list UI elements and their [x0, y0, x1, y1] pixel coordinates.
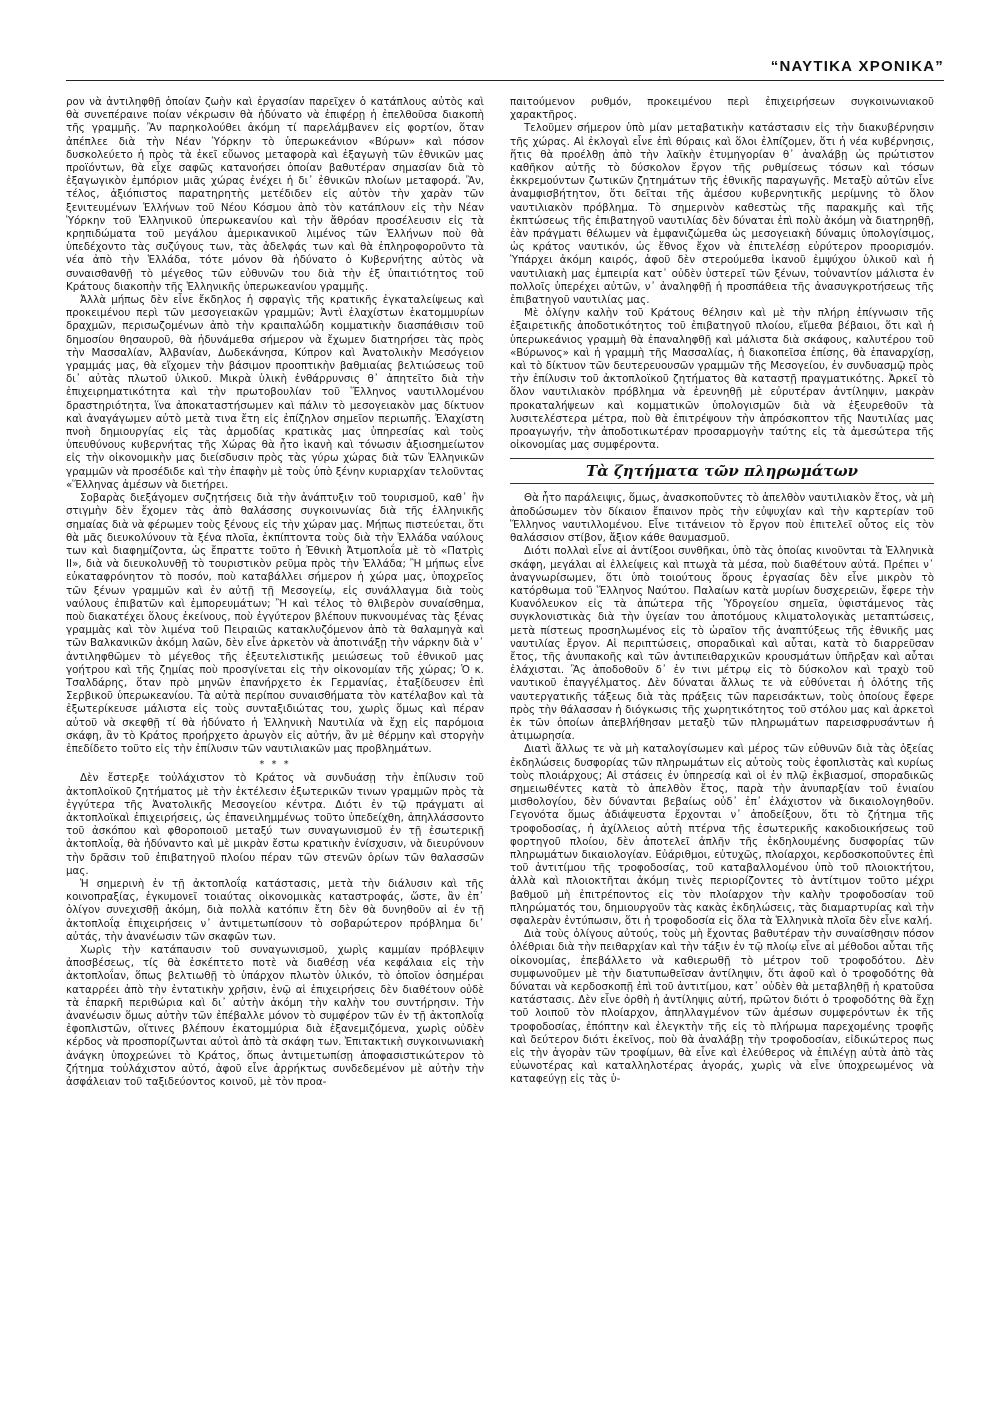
article-paragraph: Ἀλλὰ μήπως δὲν εἶνε ἔκδηλος ἡ σφραγὶς τῆς κρατικῆς ἐγκαταλείψεως καὶ προκειμένου περὶ τῶν μεσογειακῶν γραμμῶν; Ἀντὶ ἐλαχίστων ἑκατομμυρίων δραχμῶν, περισωζομένων ἀπὸ τὴν κραιπαλώδη κομματικὴν διασπάθισιν τοῦ δημοσίου θησαυροῦ, θὰ ἠδυνάμεθα σήμερον νὰ ἔχωμεν διατηρήσει τὰς πρὸς τὴν Μασσαλίαν, Ἀλβανίαν, Δωδεκάνησα, Κύπρον καὶ Ἀνατολικὴν Μεσόγειον γραμμάς μας, θὰ εἴχομεν τὴν βάσιμον προοπτικὴν βαθμιαίας βελτιώσεως τοῦ δι᾽ αὐτὰς πλωτοῦ ὑλικοῦ. Μικρὰ ὑλικὴ ἐνθάρρυνσις θ᾽ ἀπητεῖτο διὰ τὴν ἐπιχειρηματικότητα καὶ τὴν πρωτοβουλίαν τοῦ Ἕλληνος ναυτιλλομένου δραστηριότητα, ἵνα ἀποκαταστήσωμεν καὶ πάλιν τὸ μεσογειακὸν μας δίκτυον καὶ ἀναγάγωμεν αὐτὸ μετὰ τινα ἔτη εἰς ἐπίζηλον σημεῖον περιωπῆς. Ἐλαχίστη πνοὴ δημιουργίας εἰς τὰς ἁρμοδίας κρατικὰς μας ὑπηρεσίας καὶ τοὺς ὑπευθύνους κυβερνήτας τῆς Χώρας θὰ ἦτο ἱκανὴ καὶ τόνωσιν ἀξιοσημείωτον εἰς τὴν οἰκονομικὴν μας διείσδυσιν πρὸς τὰς γύρω χώρας διὰ τῶν Ἑλληνικῶν γραμμῶν νὰ προσέδιδε καὶ τὴν ἐπαφὴν μὲ τοὺς ὑπὸ ξένην κυριαρχίαν τελοῦντας «Ἕλληνας ἀμέσων νὰ διετήρει.	[66, 294, 484, 491]
article-paragraph: Διότι πολλαὶ εἶνε αἱ ἀντίξοοι συνθῆκαι, ὑπὸ τὰς ὁποίας κινοῦνται τὰ Ἑλληνικὰ σκάφη, μεγάλαι αἱ ἐλλείψεις καὶ πτωχὰ τὰ μέσα, ποὺ διαθέτουν αὐτά. Πρέπει ν᾽ ἀναγνωρίσωμεν, ὅτι ὑπὸ τοιούτους ὅρους ἐργασίας δὲν εἶνε μικρὸν τὸ κατόρθωμα τοῦ Ἕλληνος Ναύτου. Παλαίων κατὰ μυρίων δυσχερειῶν, ἔφερε τὴν Κυανόλευκον εἰς τὰ ἀπώτερα τῆς Ὑδρογείου σημεῖα, ὑφιστάμενος τὰς συγκλονιστικὰς διὰ τὴν ὑγείαν του ἀποτόμους κλιματολογικὰς μεταπτώσεις, μετὰ πίστεως προσηλωμένος εἰς τὸ ὡραῖον τῆς ἀναπτύξεως τῆς ἐθνικῆς μας ναυτιλίας ἔργον. Αἱ περιπτώσεις, σποραδικαὶ καὶ αὗται, κατὰ τὸ διαρρεῦσαν ἔτος, τῆς ἀνυπακοῆς καὶ τῶν ἀντιπειθαρχικῶν κρουσμάτων ὑπῆρξαν καὶ αὗται ἐλάχισται. Ἂς ἀποδοθοῦν δ᾽ ἐν τινι μέτρῳ εἰς τὸ δύσκολον καὶ τραχὺ τοῦ ναυτικοῦ ἐπαγγέλματος. Δὲν δύναται ἄλλως τε νὰ εὐθύνεται ἡ ὁλότης τῆς ναυτεργατικῆς τάξεως διὰ τὰς πράξεις τῶν παρεισάκτων, τοὺς ὁποίους ἔφερε πρὸς τὴν θάλασσαν ἡ διόγκωσις τῆς χωρητικότητος τοῦ στόλου μας καὶ ἀρκετοὶ ἐκ τῶν ὁποίων ἀπεβλήθησαν μεταξὺ τῶν πληρωμάτων παρεισφρυσάντων ἡ ἀτιμωρησία.	[510, 545, 934, 743]
article-paragraph: Μὲ ὀλίγην καλὴν τοῦ Κράτους θέλησιν καὶ μὲ τὴν πλήρη ἐπίγνωσιν τῆς ἐξαιρετικῆς ἀποδοτικότητος τοῦ ἐπιβατηγοῦ πλοίου, εἴμεθα βέβαιοι, ὅτι καὶ ἡ ὑπερωκεάνιος γραμμὴ θὰ ἐπαναληφθῇ καὶ μάλιστα διὰ σκάφους, καλυτέρου τοῦ «Βύρωνος» καὶ ἡ γραμμὴ τῆς Μασσαλίας, ἡ διακοπεῖσα ἐπίσης, θὰ ἐπαναρχίσῃ, καὶ τὸ δίκτυον τῶν δευτερευουσῶν γραμμῶν τῆς Μεσογείου, ἐν συνδυασμῷ πρὸς τὴν ἐπίλυσιν τοῦ ἀκτοπλοϊκοῦ ζητήματος θὰ καταστῇ πραγματικότης. Ἀρκεῖ τὸ ὅλον ναυτιλιακὸν πρόβλημα νὰ ἐρευνηθῇ μὲ εὐρυτέραν ἀντίληψιν, μακρὰν προκαταλήψεων καὶ κομματικῶν ὑπολογισμῶν διὰ νὰ ἐξευρεθοῦν τὰ λυσιτελέστερα μέτρα, ποὺ θὰ ἐπιτρέψουν τὴν ἀπρόσκοπτον τῆς Ναυτιλίας μας προαγωγήν, τὴν ἀποδοτικωτέραν προσαρμογὴν ταύτης εἰς τὰ ἀμεσώτερα τῆς οἰκονομίας μας συμφέροντα.	[510, 307, 934, 452]
section-heading: Τὰ ζητήματα τῶν πληρωμάτων	[510, 458, 934, 484]
article-paragraph: Διατὶ ἄλλως τε νὰ μὴ καταλογίσωμεν καὶ μέρος τῶν εὐθυνῶν διὰ τὰς ὀξείας ἐκδηλώσεις δυσφορίας τῶν πληρωμάτων εἰς αὐτοὺς τοὺς ἐφοπλιστὰς καὶ κυρίως τοὺς πλοιάρχους; Αἱ στάσεις ἐν ὑπηρεσίᾳ καὶ οἱ ἐν πλῷ ἐκβιασμοί, σποραδικῶς σημειωθέντες κατὰ τὸ ἀπελθὸν ἔτος, παρὰ τὴν ἀνυπαρξίαν τοῦ ἑνιαίου μισθολογίου, δὲν δύνανται βεβαίως οὐδ᾽ ἐπ᾽ ἐλάχιστον νὰ δικαιολογηθοῦν. Γεγονότα ὅμως ἀδιάψευστα ἔρχονται ν᾽ ἀποδείξουν, ὅτι τὸ ζήτημα τῆς τροφοδοσίας, ἡ ἀχίλλειος αὐτὴ πτέρνα τῆς ἐσωτερικῆς κακοδιοικήσεως τοῦ φορτηγοῦ πλοίου, δὲν ἀποτελεῖ ἀπλῆν τῆς ἐκδηλουμένης δυσφορίας τῶν πληρωμάτων δικαιολογίαν. Εὐάριθμοι, εὐτυχῶς, πλοίαρχοι, κερδοσκοποῦντες ἐπὶ τοῦ ἀντιτίμου τῆς τροφοδοσίας, τοῦ καταβαλλομένου ὑπὸ τοῦ πλοιοκτήτου, ἀλλὰ καὶ πλοιοκτῆται ἀκόμη τινὲς περιορίζοντες τὸ ἀντίτιμον τοῦτο μέχρι βαθμοῦ μὴ ἐπιτρέποντος εἰς τὸν πλοίαρχον τὴν καλὴν τροφοδοσίαν τοῦ πληρώματός του, δημιουργοῦν τὰς κακὰς ἐκδηλώσεις, τὰς διαμαρτυρίας καὶ τὴν σφαλερὰν ἐντύπωσιν, ὅτι ἡ τροφοδοσία εἰς ὅλα τὰ Ἑλληνικὰ πλοῖα δὲν εἶνε καλή.	[510, 743, 934, 927]
section-separator: * * *	[259, 759, 291, 771]
right-column	[510, 96, 934, 1376]
article-paragraph: Χωρὶς τὴν κατάπαυσιν τοῦ συναγωνισμοῦ, χωρὶς καμμίαν πρόβλεψιν ἀποσβέσεως, τίς θὰ ἐσκέπτετο ποτὲ νὰ διαθέσῃ νέα κεφάλαια εἰς τὴν ἀκτοπλοΐαν, ὅπως βελτιωθῇ τὸ ὑπάρχον πλωτὸν ὑλικόν, τὸ ὁποῖον ὁσημέραι καταρρέει ἀπὸ τὴν ἐντατικὴν χρῆσιν, ἐνῷ αἱ ἐπιχειρήσεις δὲν διαθέτουν οὐδὲ τὰ ἐπαρκῆ περιθώρια καὶ δι᾽ αὐτὴν ἀκόμη τὴν καλὴν του συντήρησιν. Τὴν ἀνανέωσιν ὅμως αὐτὴν τῶν ἐπέβαλλε μόνον τὸ συμφέρον τῶν ἐν τῇ ἀκτοπλοΐᾳ ἐφοπλιστῶν, οἵτινες βλέπουν ἑκατομμύρια διὰ ἐξανεμιζόμενα, χωρὶς οὐδὲν κέρδος νὰ προσπορίζωνται αὐτοὶ ἀπὸ τὰ σκάφη των. Ἐπιτακτικὴ συγκοινωνιακὴ ἀνάγκη ὑποχρεώνει τὸ Κράτος, ὅπως ἀντιμετωπίσῃ ἀποφασιστικώτερον τὸ ζήτημα τοὐλάχιστον αὐτό, ἀφοῦ εἶνε ἀρρήκτως συνδεδεμένον μὲ αὐτὴν τὴν ἀσφάλειαν τοῦ ταξιδεύοντος κοινοῦ, μὲ τὸν προα-	[66, 944, 484, 1089]
article-paragraph: παιτούμενον ρυθμόν, προκειμένου περὶ ἐπιχειρήσεων συγκοινωνιακοῦ χαρακτῆρος.	[510, 96, 934, 122]
article-paragraph: Διὰ τοὺς ὀλίγους αὐτούς, τοὺς μὴ ἔχοντας βαθυτέραν τὴν συναίσθησιν πόσον ὀλέθριαι διὰ τὴν πειθαρχίαν καὶ τὴν τάξιν ἐν τῷ πλοίῳ εἶνε αἱ μέθοδοι αὗται τῆς οἰκονομίας, ἐπεβάλλετο νὰ καθιερωθῇ τὸ μέτρον τοῦ τροφοδότου. Δὲν συμφωνοῦμεν μὲ τὴν διατυπωθεῖσαν ἀντίληψιν, ὅτι ἀφοῦ καὶ ὁ τροφοδότης θὰ δύναται νὰ κερδοσκοπῇ ἐπὶ τοῦ ἀντιτίμου, κατ᾽ οὐδὲν θὰ μεταβληθῇ ἡ κρατοῦσα κατάστασις. Δὲν εἶνε ὀρθὴ ἡ ἀντίληψις αὐτή, πρῶτον διότι ὁ τροφοδότης θὰ ἔχῃ τοῦ λοιποῦ τὸν πλοίαρχον, ἀπηλλαγμένον τῶν ἀμέσων συμφερόντων ἐκ τῆς τροφοδοσίας, ἐπόπτην καὶ ἐλεγκτὴν τῆς εἰς τὸ πλήρωμα παρεχομένης τροφῆς καὶ δεύτερον διότι ἐκεῖνος, ποὺ θὰ ἀναλάβῃ τὴν τροφοδοσίαν, εἰδικώτερος πως εἰς τὴν ἀγορὰν τῶν τροφίμων, θὰ εἶνε καὶ ἐλεύθερος νὰ ἐπιλέγῃ αὐτὰ ἀπὸ τὰς εὐωνοτέρας καὶ καταλληλοτέρας ἀγοράς, χωρὶς νὰ εἶνε ὑποχρεωμένος νὰ καταφεύγῃ εἰς τὰς ὑ-	[510, 928, 934, 1086]
running-header-title: “ΝΑΥΤΙΚΑ ΧΡΟΝΙΚΑ”	[770, 58, 944, 75]
article-paragraph: Σοβαρὰς διεξάγομεν συζητήσεις διὰ τὴν ἀνάπτυξιν τοῦ τουρισμοῦ, καθ᾽ ἣν στιγμὴν δὲν ἔχομεν τὰς ἀπὸ θαλάσσης συγκοινωνίας διὰ τῆς ἑλληνικῆς σημαίας διὰ νὰ φέρωμεν τοὺς ξένους εἰς τὴν χώραν μας. Μήπως πιστεύεται, ὅτι θὰ μᾶς διευκολύνουν τὰ ξένα πλοῖα, ἐκπίπτοντα τοὺς διὰ τὴν Ἑλλάδα ναύλους των καὶ διαφημίζοντα, ὡς ἔπραττε τοῦτο ἡ Ἐθνικὴ Ἀτμοπλοΐα μὲ τὸ «Πατρὶς ΙΙ», διὰ νὰ διευκολυνθῇ τὸ τουριστικὸν ρεῦμα πρὸς τὴν Ἑλλάδα; Ἢ μήπως εἶνε εὐκαταφρόνητον τὸ ποσόν, ποὺ καταβάλλει σήμερον ἡ χώρα μας, ὑποχρεῖος τῶν ξένων γραμμῶν καὶ ἐν αὐτῇ τῇ Μεσογείῳ, εἰς συνάλλαγμα διὰ τοὺς ναύλους ἐπιβατῶν καὶ ἐμπορευμάτων; Ἢ καὶ τέλος τὸ θλιβερὸν συναίσθημα, ποὺ διακατέχει ὅλους ἐκείνους, ποὺ ἐγγύτερον βλέπουν πυκνουμένας τὰς ξένας γραμμὰς καὶ τὸν λιμένα τοῦ Πειραιῶς κατακλυζόμενον ἀπὸ τὰ θαλαμηγὰ καὶ τῶν Βαλκανικῶν ἀκόμη λαῶν, δὲν εἶνε ἀρκετὸν νὰ ἀποτινάξῃ τὴν νάρκην διὰ ν᾽ ἀντιληφθῶμεν τὸ μέγεθος τῆς ἐξευτελιστικῆς μειώσεως τοῦ ἐθνικοῦ μας γοήτρου καὶ τῆς ζημίας ποὺ προσγίνεται εἰς τὴν οἰκονομίαν τῆς χώρας; Ὁ κ. Τσαλδάρης, ὅταν πρὸ μηνῶν ἐπανήρχετο ἐκ Γερμανίας, ἐταξίδευσεν ἐπὶ Σερβικοῦ ὑπερωκεανίου. Τὰ αὐτὰ περίπου συναισθήματα τὸν κατέλαβον καὶ τὰ ἐξωτερίκευσε μάλιστα εἰς τοὺς συνταξιδιώτας του, χωρὶς ὅμως καὶ πέραν αὐτοῦ νὰ σκεφθῇ τί θὰ ἠδύνατο ἡ Ἑλληνικὴ Ναυτιλία νὰ ἔχῃ εἰς παρόμοια σκάφη, ἂν τὸ Κράτος προήρχετο ἀρωγὸν εἰς αὐτήν, ἂν μὲ θέρμην καὶ στοργὴν ἐπεδίδετο τοῦτο εἰς τὴν ἐπίλυσιν τῶν ναυτιλιακῶν μας προβλημάτων.	[66, 492, 484, 755]
header-rule	[66, 80, 944, 81]
article-paragraph: Τελοῦμεν σήμερον ὑπὸ μίαν μεταβατικὴν κατάστασιν εἰς τὴν διακυβέρνησιν τῆς χώρας. Αἱ ἐκλογαὶ εἶνε ἐπὶ θύραις καὶ ὅλοι ἐλπίζομεν, ὅτι ἡ νέα κυβέρνησις, ἥτις θὰ προέλθῃ ἀπὸ τὴν λαϊκὴν ἐτυμηγορίαν θ᾽ ἀναλάβῃ ὡς πρώτιστον καθῆκον αὐτῆς τὸ δύσκολον ἔργον τῆς ρυθμίσεως τόσων καὶ τόσων ἐκκρεμούντων ζωτικῶν ζητημάτων τῆς ἐθνικῆς παραγωγῆς. Μεταξὺ αὐτῶν εἶνε ἀναμφισβήτητον, ὅτι δεῖται τῆς ἀμέσου κυβερνητικῆς μερίμνης τὸ ὅλον ναυτιλιακὸν πρόβλημα. Τὸ σημερινὸν καθεστὼς τῆς παρακμῆς καὶ τῆς ἐκπτώσεως τῆς ἐπιβατηγοῦ ναυτιλίας δὲν δύναται ἐπὶ πολὺ ἀκόμη νὰ διατηρηθῇ, ἐὰν πράγματι θέλωμεν νὰ ἐμφανιζώμεθα ὡς μεσογειακὴ δύναμις ὑπολογίσιμος, ὡς κράτος ναυτικόν, ὡς ἔθνος ἔχον νὰ ἐπιτελέσῃ εὐρύτερον προορισμόν. Ὑπάρχει ἀκόμη καιρός, ἀφοῦ δὲν στερούμεθα ἱκανοῦ ἐμψύχου ὑλικοῦ καὶ ἡ ναυτιλιακὴ μας ἐμπειρία κατ᾽ οὐδὲν ὑστερεῖ τῶν ξένων, τοὐναντίον μάλιστα ἐν πολλοῖς ὑπερέχει αὐτῶν, ν᾽ ἀναληφθῇ ἡ προσπάθεια τῆς ἀνασυγκροτήσεως τῆς ἐπιβατηγοῦ ναυτιλίας μας.	[510, 122, 934, 307]
article-paragraph: Δὲν ἔστερξε τοὐλάχιστον τὸ Κράτος νὰ συνδυάσῃ τὴν ἐπίλυσιν τοῦ ἀκτοπλοϊκοῦ ζητήματος μὲ τὴν ἐκτέλεσιν ἐξωτερικῶν τινων γραμμῶν πρὸς τὰ ἐγγύτερα τῆς Ἀνατολικῆς Μεσογείου κέντρα. Διότι ἐν τῷ πράγματι αἱ ἀκτοπλοϊκαὶ ἐπιχειρήσεις, ὡς ἐπανειλημμένως τοῦτο ὑπεδείχθη, ἀπηλλάσσοντο τοῦ ἀσκόπου καὶ φθοροποιοῦ μεταξύ των συναγωνισμοῦ ἐν τῇ ἐσωτερικῇ ἀκτοπλοΐᾳ, θὰ ἠδύναντο καὶ μὲ μικρὰν ἔστω κρατικὴν ἐνίσχυσιν, νὰ διευρύνουν τὴν δρᾶσιν τοῦ ἐπιβατηγοῦ πλοίου πέραν τῶν στενῶν ὁρίων τῶν θαλασσῶν μας.	[66, 772, 484, 877]
article-paragraph: Ἡ σημερινὴ ἐν τῇ ἀκτοπλοΐᾳ κατάστασις, μετὰ τὴν διάλυσιν καὶ τῆς κοινοπραξίας, ἐγκυμονεῖ τοιαύτας οἰκονομικὰς καταστροφάς, ὥστε, ἂν ἐπ᾽ ὀλίγον συνεχισθῇ ἀκόμη, διὰ πολλὰ κατόπιν ἔτη δὲν θὰ δυνηθοῦν αἱ ἐν τῇ ἀκτοπλοΐᾳ ἐπιχειρήσεις ν᾽ ἀντιμετωπίσουν τὸ σοβαρώτερον πρόβλημα δι᾽ αὐτάς, τὴν ἀνανέωσιν τῶν σκαφῶν των.	[66, 877, 484, 943]
article-paragraph: Θὰ ἦτο παράλειψις, ὅμως, ἀνασκοποῦντες τὸ ἀπελθὸν ναυτιλιακὸν ἔτος, νὰ μὴ ἀποδώσωμεν τὸν δίκαιον ἔπαινον πρὸς τὴν εὐψυχίαν καὶ τὴν καρτερίαν τοῦ Ἕλληνος ναυτιλλομένου. Εἶνε τιτάνειον τὸ ἔργον ποὺ ἐπιτελεῖ οὗτος εἰς τὸν θαλάσσιον στίβον, ἄξιον κάθε θαυμασμοῦ.	[510, 492, 934, 545]
article-paragraph: ρον νὰ ἀντιληφθῇ ὁποίαν ζωὴν καὶ ἐργασίαν παρεῖχεν ὁ κατάπλους αὐτὸς καὶ θὰ συνεπέραινε ποίαν νέκρωσιν θὰ ἠδύνατο νὰ ἐπιφέρῃ ἡ ἐπελθοῦσα διακοπὴ τῆς γραμμῆς. Ἂν παρηκολούθει ἀκόμη τί παρελάμβανεν εἰς φορτίον, ὅταν ἀπέπλεε διὰ τὴν Νέαν Ὑόρκην τὸ ὑπερωκεάνιον «Βύρων» καὶ πόσον δυσκολεύετο ἡ πρὸς τὰ ἐκεῖ εὔωνος μεταφορὰ καὶ ἐξαγωγὴ τῶν ἐθνικῶν μας προϊόντων, θὰ εἶχε σαφῶς κατανοήσει ὁποίαν βαθυτέραν σημασίαν διὰ τὸ ἐξαγωγικὸν ἐμπόριον μιᾶς χώρας ἐνέχει ἡ δι᾽ ἐθνικῶν πλοίων μεταφορά. Ἂν, τέλος, ἀξιόπιστος παρατηρητὴς μετέδιδεν εἰς αὐτὸν τὴν χαρὰν τῶν ξενιτευμένων Ἑλλήνων τοῦ Νέου Κόσμου ἀπὸ τὸν κατάπλουν εἰς τὴν Νέαν Ὑόρκην τοῦ Ἑλληνικοῦ ὑπερωκεανίου καὶ τὴν ἄθρόαν προσέλευσιν εἰς τὰ κρηπιδώματα τοῦ μεγάλου ἀμερικανικοῦ λιμένος τῶν Ἑλλήνων ποὺ θὰ ὑπεδέχοντο τὰς συζύγους των, τὰς ἀδελφάς των καὶ θὰ ἐπληροφοροῦντο τὰ νέα ἀπὸ τὴν Ἑλλάδα, τότε μόνον θὰ ἠδύνατο ὁ Κυβερνήτης αὐτὸς νὰ συναισθανθῇ τὸ μέγεθος τῶν εὐθυνῶν του διὰ τὴν ἐξ ὑπαιτιότητος τοῦ Κράτους διακοπὴν τῆς Ἑλληνικῆς ὑπερωκεανίου γραμμῆς.	[66, 96, 484, 293]
left-column	[66, 96, 484, 1376]
page-header	[66, 44, 944, 84]
